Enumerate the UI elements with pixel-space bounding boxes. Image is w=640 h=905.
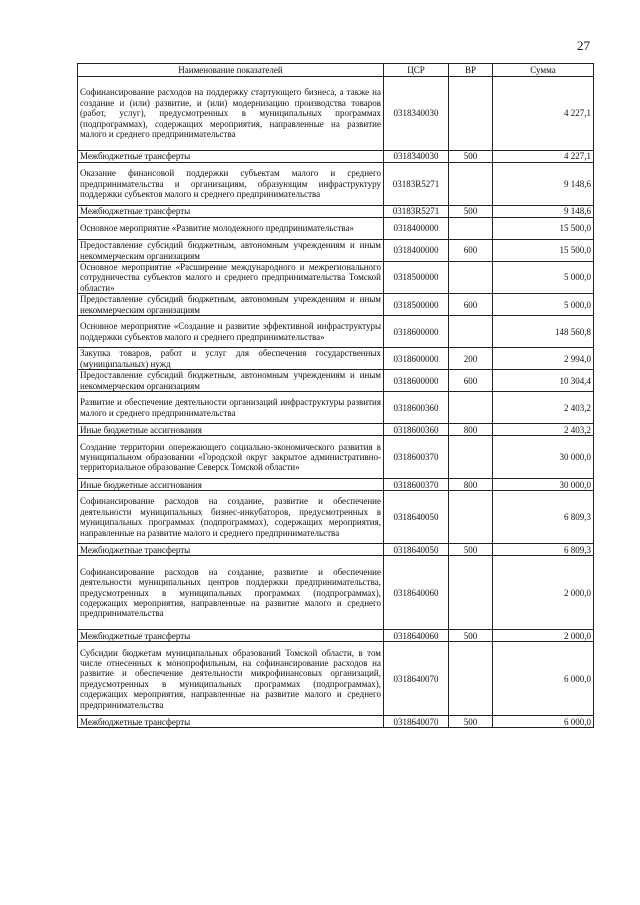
table-row	[78, 479, 594, 491]
page-number: 27	[577, 38, 590, 53]
table-row	[78, 294, 594, 316]
cell-vr	[449, 262, 493, 294]
cell-name: Межбюджетные трансферты	[78, 630, 384, 642]
table-row	[78, 151, 594, 163]
table-row	[78, 218, 594, 240]
cell-vr	[449, 316, 493, 348]
cell-sum: 148 560,8	[493, 316, 594, 348]
cell-csr: 0318340030	[384, 151, 449, 163]
cell-name: Софинансирование расходов на поддержку стартующего бизнеса, а также на создание и (или) развитие, и (или) модернизацию производства товаров (работ, услуг), предусмотренных в муниципальных программах (подпрограммах), содержащих мероприятия, направленные на развитие малого и среднего предпринимательства	[78, 77, 384, 151]
cell-sum: 9 148,6	[493, 163, 594, 206]
cell-sum: 2 994,0	[493, 348, 594, 370]
cell-sum: 2 000,0	[493, 556, 594, 630]
table-row	[78, 544, 594, 556]
cell-name: Оказание финансовой поддержки субъектам малого и среднего предпринимательства и организациям, образующим инфраструктуру поддержки субъектов малого и среднего предпринимательства	[78, 163, 384, 206]
cell-csr: 0318400000	[384, 218, 449, 240]
cell-sum: 2 403,2	[493, 424, 594, 436]
header-vr: ВР	[449, 64, 493, 77]
cell-sum: 15 500,0	[493, 218, 594, 240]
cell-csr: 0318640060	[384, 630, 449, 642]
cell-csr: 0318600360	[384, 424, 449, 436]
budget-table	[77, 63, 594, 728]
header-sum: Сумма	[493, 64, 594, 77]
cell-sum: 5 000,0	[493, 262, 594, 294]
table-row	[78, 630, 594, 642]
cell-vr: 500	[449, 716, 493, 728]
table-body	[78, 77, 594, 728]
table-row	[78, 316, 594, 348]
cell-sum: 6 809,3	[493, 491, 594, 544]
cell-sum: 30 000,0	[493, 436, 594, 479]
cell-csr: 0318640070	[384, 716, 449, 728]
cell-name: Развитие и обеспечение деятельности организаций инфраструктуры развития малого и среднего предпринимательства	[78, 392, 384, 424]
table-row	[78, 556, 594, 630]
cell-name: Межбюджетные трансферты	[78, 544, 384, 556]
cell-name: Предоставление субсидий бюджетным, автономным учреждениям и иным некоммерческим организациям	[78, 294, 384, 316]
cell-sum: 6 000,0	[493, 716, 594, 728]
cell-vr: 600	[449, 240, 493, 262]
cell-vr	[449, 436, 493, 479]
cell-name: Закупка товаров, работ и услуг для обеспечения государственных (муниципальных) нужд	[78, 348, 384, 370]
cell-vr: 800	[449, 479, 493, 491]
cell-sum: 10 304,4	[493, 370, 594, 392]
table-row	[78, 716, 594, 728]
cell-name: Предоставление субсидий бюджетным, автономным учреждениям и иным некоммерческим организациям	[78, 240, 384, 262]
cell-csr: 0318340030	[384, 77, 449, 151]
cell-csr: 0318600370	[384, 436, 449, 479]
cell-name: Предоставление субсидий бюджетным, автономным учреждениям и иным некоммерческим организациям	[78, 370, 384, 392]
cell-name: Основное мероприятие «Создание и развитие эффективной инфраструктуры поддержки субъектов малого и среднего предпринимательства»	[78, 316, 384, 348]
cell-name: Основное мероприятие «Расширение международного и межрегионального сотрудничества субъектов малого и среднего предпринимательства Томской области»	[78, 262, 384, 294]
cell-sum: 4 227,1	[493, 151, 594, 163]
cell-csr: 0318500000	[384, 262, 449, 294]
table-row	[78, 370, 594, 392]
table-row	[78, 240, 594, 262]
cell-sum: 4 227,1	[493, 77, 594, 151]
cell-sum: 15 500,0	[493, 240, 594, 262]
cell-name: Иные бюджетные ассигнования	[78, 424, 384, 436]
cell-name: Софинансирование расходов на создание, развитие и обеспечение деятельности муниципальных бизнес-инкубаторов, предусмотренных в муниципальных программах (подпрограммах), содержащих мероприятия, направленные на развитие малого и среднего предпринимательства	[78, 491, 384, 544]
cell-sum: 2 000,0	[493, 630, 594, 642]
cell-sum: 9 148,6	[493, 206, 594, 218]
table-header	[78, 64, 594, 77]
cell-csr: 03183R5271	[384, 206, 449, 218]
header-name: Наименование показателей	[78, 64, 384, 77]
cell-vr	[449, 218, 493, 240]
header-csr: ЦСР	[384, 64, 449, 77]
cell-name: Основное мероприятие «Развитие молодежного предпринимательства»	[78, 218, 384, 240]
cell-name: Межбюджетные трансферты	[78, 206, 384, 218]
cell-csr: 0318400000	[384, 240, 449, 262]
cell-vr: 800	[449, 424, 493, 436]
cell-name: Иные бюджетные ассигнования	[78, 479, 384, 491]
cell-sum: 2 403,2	[493, 392, 594, 424]
cell-vr: 500	[449, 544, 493, 556]
cell-vr: 600	[449, 370, 493, 392]
cell-csr: 0318640060	[384, 556, 449, 630]
cell-sum: 6 809,3	[493, 544, 594, 556]
table-row	[78, 262, 594, 294]
cell-sum: 6 000,0	[493, 642, 594, 716]
cell-vr	[449, 163, 493, 206]
table-row	[78, 642, 594, 716]
cell-sum: 5 000,0	[493, 294, 594, 316]
cell-csr: 0318640050	[384, 491, 449, 544]
cell-vr: 500	[449, 206, 493, 218]
cell-sum: 30 000,0	[493, 479, 594, 491]
cell-name: Создание территории опережающего социально-экономического развития в муниципальном образовании «Городской округ закрытое административно-территориальное образование Северск Томской области»	[78, 436, 384, 479]
cell-name: Межбюджетные трансферты	[78, 151, 384, 163]
cell-csr: 0318600360	[384, 392, 449, 424]
cell-vr: 500	[449, 151, 493, 163]
cell-csr: 0318600000	[384, 316, 449, 348]
header-row	[78, 64, 594, 77]
table-row	[78, 491, 594, 544]
cell-csr: 0318600000	[384, 348, 449, 370]
cell-csr: 0318600000	[384, 370, 449, 392]
cell-csr: 0318640070	[384, 642, 449, 716]
cell-vr	[449, 77, 493, 151]
cell-vr	[449, 392, 493, 424]
cell-name: Софинансирование расходов на создание, развитие и обеспечение деятельности муниципальных центров поддержки предпринимательства, предусмотренных в муниципальных программах (подпрограммах), содержащих мероприятия, направленные на развитие малого и среднего предпринимательства	[78, 556, 384, 630]
cell-csr: 0318600370	[384, 479, 449, 491]
table-row	[78, 392, 594, 424]
cell-vr	[449, 642, 493, 716]
cell-vr	[449, 556, 493, 630]
table-row	[78, 424, 594, 436]
table-row	[78, 163, 594, 206]
cell-name: Межбюджетные трансферты	[78, 716, 384, 728]
table-row	[78, 348, 594, 370]
cell-csr: 0318640050	[384, 544, 449, 556]
cell-csr: 03183R5271	[384, 163, 449, 206]
cell-csr: 0318500000	[384, 294, 449, 316]
cell-name: Субсидии бюджетам муниципальных образований Томской области, в том числе отнесенных к монопрофильным, на софинансирование расходов на развитие и обеспечение деятельности микрофинансовых организаций, предусмотренных в муниципальных программах (подпрограммах), содержащих мероприятия, направленные на развитие малого и среднего предпринимательства	[78, 642, 384, 716]
table-row	[78, 77, 594, 151]
table-row	[78, 206, 594, 218]
cell-vr: 600	[449, 294, 493, 316]
table-row	[78, 436, 594, 479]
cell-vr: 500	[449, 630, 493, 642]
cell-vr: 200	[449, 348, 493, 370]
cell-vr	[449, 491, 493, 544]
